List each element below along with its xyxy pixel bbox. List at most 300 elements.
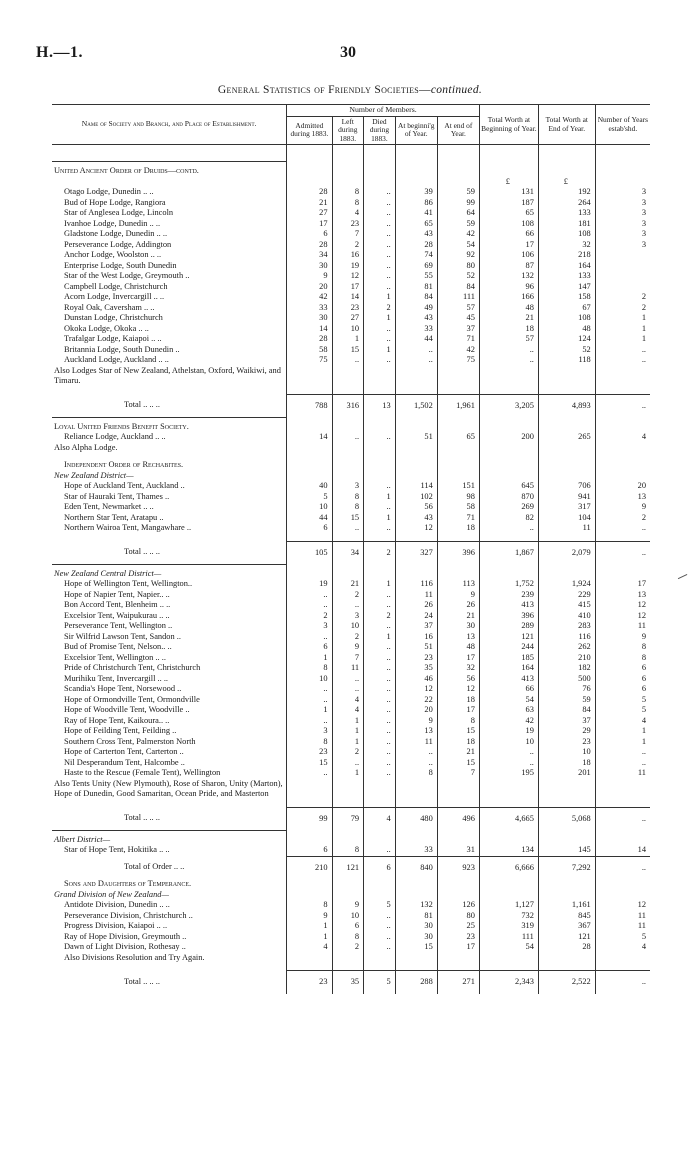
column-header-at-beginning: At beginni'g of Year. [395,116,437,145]
column-header-worth-beginning: Total Worth at Beginning of Year. [479,105,538,145]
cell-yrs: .. [595,394,650,417]
cell-te: 265 [538,432,595,443]
title-italic: continued. [430,84,483,96]
cell-yrs: 20 [595,481,650,492]
table-row [52,208,650,219]
cell-left: 15 [332,513,364,524]
cell-left: 1 [332,768,364,779]
cell-left [332,460,364,471]
cell-end: 18 [437,737,479,748]
cell-died: 2 [364,303,396,314]
branch-name: Perseverance Tent, Wellington .. [64,621,173,631]
cell-died: .. [364,502,396,513]
cell-end: 17 [437,653,479,664]
cell-died: .. [364,695,396,706]
table-row [52,250,650,261]
cell-tb: 108 [479,219,538,230]
table-row [52,187,650,198]
cell-end: 42 [437,229,479,240]
cell-beg [395,830,437,845]
cell-tb: 17 [479,240,538,251]
cell-tb [479,162,538,177]
report-reference: H.—1. [36,44,83,61]
cell-te: 181 [538,219,595,230]
cell-died: .. [364,726,396,737]
cell-left: 2 [332,590,364,601]
table-row [52,261,650,272]
cell-died [364,417,396,432]
cell-beg: 28 [395,240,437,251]
cell-left [332,953,364,964]
cell-died [364,564,396,579]
cell-end: 45 [437,313,479,324]
title-main: General Statistics of Friendly Societies— [217,84,431,96]
cell-tb: 96 [479,282,538,293]
cell-died: .. [364,261,396,272]
cell-died: 1 [364,345,396,356]
cell-beg: 37 [395,621,437,632]
cell-left: 35 [332,971,364,994]
cell-admitted: .. [287,600,332,611]
cell-end: 17 [437,705,479,716]
cell-tb [479,534,538,542]
branch-name: Progress Division, Kaiapoi .. .. [64,921,168,931]
cell-te: 18 [538,758,595,769]
cell-beg: .. [395,355,437,366]
cell-te: 108 [538,313,595,324]
cell-end: 71 [437,334,479,345]
cell-end: 7 [437,768,479,779]
cell-died: .. [364,481,396,492]
cell-te [538,953,595,964]
cell-died: .. [364,716,396,727]
branch-name: Northern Star Tent, Aratapu .. [64,512,164,522]
table-row [52,621,650,632]
row-gap [52,963,287,971]
cell-left: 8 [332,198,364,209]
cell-admitted [287,953,332,964]
cell-left [332,963,364,971]
cell-beg: .. [395,747,437,758]
table-row [52,313,650,324]
cell-yrs: 12 [595,900,650,911]
branch-name: Dawn of Light Division, Rothesay .. [64,942,186,952]
branch-name: Pride of Christchurch Tent, Christchurch [64,663,201,673]
table-row [52,324,650,335]
cell-beg: 43 [395,513,437,524]
branch-name: Star of the West Lodge, Greymouth .. [64,271,190,281]
cell-beg: 33 [395,845,437,856]
cell-beg [395,387,437,395]
cell-admitted [287,564,332,579]
branch-name: Hope of Ormondville Tent, Ormondville [64,694,200,704]
branch-name: Southern Cross Tent, Palmerston North [64,736,196,746]
district-heading: New Zealand Central District— [52,564,287,579]
column-header-died: Died during 1883. [364,116,396,145]
cell-te: 67 [538,303,595,314]
cell-end [437,800,479,808]
cell-tb: 10 [479,737,538,748]
cell-died: .. [364,942,396,953]
cell-left: 2 [332,240,364,251]
column-header-years: Number of Years estab'shd. [595,105,650,145]
cell-left: 7 [332,229,364,240]
cell-left [332,800,364,808]
cell-yrs [595,534,650,542]
cell-yrs: 17 [595,579,650,590]
cell-beg: 11 [395,737,437,748]
cell-beg: 20 [395,705,437,716]
cell-te: 10 [538,747,595,758]
cell-admitted: 105 [287,541,332,564]
cell-admitted [287,387,332,395]
cell-admitted: 6 [287,523,332,534]
cell-te: 11 [538,523,595,534]
table-row [52,911,650,922]
cell-died: .. [364,208,396,219]
cell-died: .. [364,523,396,534]
cell-beg: 1,502 [395,394,437,417]
column-header-name: Name of Society and Branch, and Place of Establishment. [52,105,287,145]
cell-left: 4 [332,208,364,219]
cell-te: 706 [538,481,595,492]
cell-left: 10 [332,324,364,335]
cell-te [538,534,595,542]
table-row [52,492,650,503]
table-row [52,502,650,513]
cell-yrs: 6 [595,684,650,695]
cell-admitted: 788 [287,394,332,417]
branch-name: Royal Oak, Caversham .. .. [64,302,155,312]
cell-yrs: 3 [595,229,650,240]
cell-admitted [287,963,332,971]
cell-died: 2 [364,541,396,564]
cell-died: 1 [364,313,396,324]
cell-died: 5 [364,971,396,994]
cell-end [437,963,479,971]
cell-te: 145 [538,845,595,856]
cell-tb: 164 [479,663,538,674]
cell-te: 84 [538,705,595,716]
cell-yrs [595,830,650,845]
cell-admitted: 44 [287,513,332,524]
cell-yrs: .. [595,523,650,534]
cell-left: 10 [332,621,364,632]
cell-yrs [595,250,650,261]
branch-name: Star of Hope Tent, Hokitika .. .. [64,845,170,855]
cell-died: 6 [364,856,396,879]
cell-admitted: 34 [287,250,332,261]
cell-yrs: .. [595,971,650,994]
cell-beg: 84 [395,292,437,303]
branch-name: Hope of Napier Tent, Napier.. .. [64,589,170,599]
cell-beg [395,453,437,460]
cell-beg: 30 [395,932,437,943]
cell-admitted: 6 [287,229,332,240]
cell-left [332,366,364,387]
cell-te: 2,079 [538,541,595,564]
cell-tb: 289 [479,621,538,632]
cell-end [437,460,479,471]
cell-end: 26 [437,600,479,611]
cell-te [538,879,595,890]
cell-beg: 16 [395,632,437,643]
cell-died: .. [364,768,396,779]
cell-left: 4 [332,695,364,706]
cell-died: .. [364,219,396,230]
cell-died [364,534,396,542]
cell-tb: 19 [479,726,538,737]
cell-admitted [287,779,332,800]
cell-te [538,366,595,387]
cell-end: 21 [437,747,479,758]
cell-te [538,162,595,177]
cell-end: 271 [437,971,479,994]
cell-end: 113 [437,579,479,590]
cell-te [538,830,595,845]
cell-died: .. [364,911,396,922]
cell-yrs [595,261,650,272]
branch-name: Otago Lodge, Dunedin .. .. [64,187,154,197]
cell-left [332,534,364,542]
page-number: 30 [340,44,356,61]
cell-yrs [595,453,650,460]
table-row [52,523,650,534]
cell-yrs: 11 [595,621,650,632]
cell-admitted [287,800,332,808]
cell-end: 151 [437,481,479,492]
cell-end: 65 [437,432,479,443]
branch-name: Okoka Lodge, Okoka .. .. [64,323,149,333]
cell-admitted: 10 [287,674,332,685]
cell-te: 218 [538,250,595,261]
cell-yrs: 11 [595,911,650,922]
cell-tb: .. [479,747,538,758]
cell-te: 121 [538,932,595,943]
total-row [52,807,650,830]
cell-te: 164 [538,261,595,272]
cell-end: 80 [437,911,479,922]
cell-beg: 13 [395,726,437,737]
cell-te [538,890,595,901]
table-row [52,642,650,653]
cell-te [538,800,595,808]
cell-left: 10 [332,911,364,922]
cell-tb: 111 [479,932,538,943]
cell-left: 3 [332,481,364,492]
cell-end [437,387,479,395]
cell-left: .. [332,600,364,611]
unit-row [52,177,650,188]
cell-left [332,779,364,800]
cell-died: .. [364,621,396,632]
cell-end: 57 [437,303,479,314]
cell-tb: 413 [479,674,538,685]
cell-end [437,564,479,579]
cell-died: .. [364,642,396,653]
branch-name: Bon Accord Tent, Blenheim .. .. [64,600,171,610]
total-row [52,541,650,564]
cell-died [364,145,396,162]
row-gap [52,453,287,460]
total-label: Total .. .. .. [124,976,160,986]
cell-end: 18 [437,695,479,706]
cell-tb: 1,127 [479,900,538,911]
cell-left [332,387,364,395]
cell-tb [479,417,538,432]
cell-te: 104 [538,513,595,524]
table-row [52,705,650,716]
cell-te: 108 [538,229,595,240]
column-group-members: Number of Members. [287,105,480,117]
cell-yrs: 4 [595,432,650,443]
cell-yrs [595,145,650,162]
cell-left: 121 [332,856,364,879]
total-label: Total .. .. .. [124,813,160,823]
cell-te: 410 [538,611,595,622]
cell-tb: 48 [479,303,538,314]
cell-te: 133 [538,271,595,282]
cell-left: 14 [332,292,364,303]
cell-te: 415 [538,600,595,611]
cell-beg [395,417,437,432]
cell-yrs: 3 [595,198,650,209]
cell-tb: 57 [479,334,538,345]
cell-admitted: 6 [287,642,332,653]
cell-te: 264 [538,198,595,209]
cell-te: 7,292 [538,856,595,879]
cell-admitted: 1 [287,921,332,932]
cell-died: 13 [364,394,396,417]
cell-beg [395,471,437,482]
cell-yrs: .. [595,345,650,356]
cell-beg: 39 [395,187,437,198]
cell-left: 9 [332,900,364,911]
cell-died [364,177,396,188]
cell-yrs: 1 [595,737,650,748]
cell-left: 34 [332,541,364,564]
cell-yrs: 6 [595,663,650,674]
cell-tb: 3,205 [479,394,538,417]
cell-left: 8 [332,492,364,503]
branch-name: Britannia Lodge, South Dunedin .. [64,344,180,354]
cell-beg: 46 [395,674,437,685]
cell-died: 1 [364,632,396,643]
cell-admitted [287,453,332,460]
cell-beg: 840 [395,856,437,879]
cell-tb [479,471,538,482]
branch-name: Trafalgar Lodge, Kaiapoi .. .. [64,334,162,344]
branch-name: Campbell Lodge, Christchurch [64,281,168,291]
total-row [52,856,650,879]
cell-yrs: 8 [595,642,650,653]
cell-left: 79 [332,807,364,830]
cell-beg [395,953,437,964]
cell-admitted: 75 [287,355,332,366]
cell-end [437,443,479,454]
cell-admitted: 210 [287,856,332,879]
cell-admitted: 2 [287,611,332,622]
cell-beg [395,564,437,579]
cell-end: 18 [437,523,479,534]
cell-beg [395,145,437,162]
cell-left: 27 [332,313,364,324]
cell-left [332,879,364,890]
cell-admitted [287,417,332,432]
cell-tb: 21 [479,313,538,324]
cell-tb: 645 [479,481,538,492]
cell-left: 1 [332,334,364,345]
cell-admitted: 33 [287,303,332,314]
cell-died: .. [364,198,396,209]
cell-yrs [595,953,650,964]
cell-yrs: 2 [595,292,650,303]
cell-died [364,879,396,890]
branch-name: Hope of Feilding Tent, Feilding .. [64,726,177,736]
cell-tb: 269 [479,502,538,513]
cell-left: 1 [332,716,364,727]
cell-left: 6 [332,921,364,932]
cell-end: 15 [437,726,479,737]
cell-end [437,534,479,542]
cell-admitted: 23 [287,747,332,758]
branch-name: Scandia's Hope Tent, Norsewood .. [64,684,182,694]
cell-tb: 54 [479,942,538,953]
cell-died [364,366,396,387]
cell-left: 12 [332,271,364,282]
cell-end [437,417,479,432]
cell-yrs: 13 [595,492,650,503]
cell-left: 8 [332,502,364,513]
cell-te: 845 [538,911,595,922]
cell-beg: 33 [395,324,437,335]
cell-yrs: 3 [595,219,650,230]
cell-end: 64 [437,208,479,219]
cell-left: 21 [332,579,364,590]
table-row [52,653,650,664]
cell-left: 23 [332,303,364,314]
total-row [52,971,650,994]
cell-left: 19 [332,261,364,272]
cell-end [437,453,479,460]
cell-yrs [595,417,650,432]
cell-admitted: 5 [287,492,332,503]
cell-admitted: 58 [287,345,332,356]
cell-died: .. [364,921,396,932]
cell-admitted: 28 [287,334,332,345]
cell-admitted: 30 [287,313,332,324]
branch-name: Eden Tent, Newmarket .. .. [64,502,154,512]
cell-died: .. [364,432,396,443]
cell-beg: 56 [395,502,437,513]
district-heading: Grand Division of New Zealand— [54,889,169,899]
table-body [52,145,650,994]
cell-died [364,800,396,808]
cell-end [437,366,479,387]
table-row [52,432,650,443]
cell-beg [395,443,437,454]
section-heading: Loyal United Friends Benefit Society. [52,417,287,432]
cell-left: 2 [332,942,364,953]
cell-tb: .. [479,345,538,356]
cell-end: 42 [437,345,479,356]
cell-te: 4,893 [538,394,595,417]
branch-name: Hope of Wellington Tent, Wellington.. [64,579,193,589]
column-header-worth-end: Total Worth at End of Year. [538,105,595,145]
cell-tb [479,879,538,890]
branch-name: Perseverance Lodge, Addington [64,239,172,249]
cell-died [364,963,396,971]
